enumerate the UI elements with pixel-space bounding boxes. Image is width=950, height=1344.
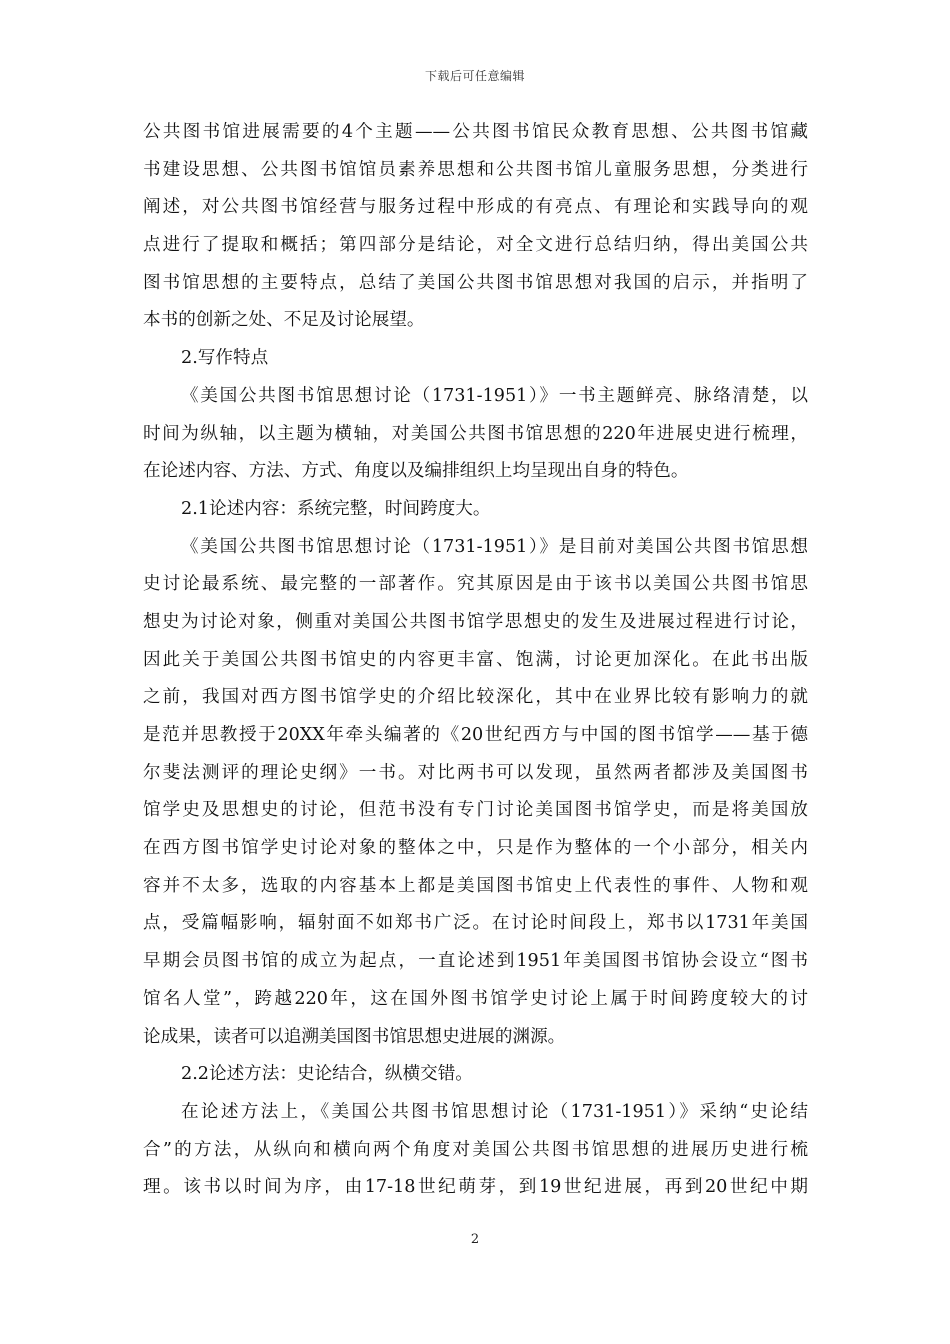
text-line: 点，受篇幅影响，辐射面不如郑书广泛。在讨论时间段上，郑书以1731年美国	[143, 913, 808, 934]
text-line: 因此关于美国公共图书馆史的内容更丰富、饱满，讨论更加深化。在此书出版	[143, 649, 808, 670]
text-line: 尔斐法测评的理论史纲》一书。对比两书可以发现，虽然两者都涉及美国图书	[143, 762, 808, 783]
text-line: 合”的方法，从纵向和横向两个角度对美国公共图书馆思想的进展历史进行梳	[143, 1139, 808, 1160]
text-line: 史讨论最系统、最完整的一部著作。究其原因是由于该书以美国公共图书馆思	[143, 574, 808, 595]
text-line: 《美国公共图书馆思想讨论（1731-1951）》一书主题鲜亮、脉络清楚，以	[181, 385, 808, 406]
text-line: 在论述方法上，《美国公共图书馆思想讨论（1731-1951）》采纳“史论结	[181, 1101, 808, 1122]
text-line: 馆名人堂”，跨越220年，这在国外图书馆学史讨论上属于时间跨度较大的讨	[143, 988, 808, 1009]
text-line: 2.1论述内容：系统完整，时间跨度大。	[181, 498, 491, 519]
page-number: 2	[470, 1232, 480, 1247]
text-line: 阐述，对公共图书馆经营与服务过程中形成的有亮点、有理论和实践导向的观	[143, 197, 808, 218]
text-line: 在论述内容、方法、方式、角度以及编排组织上均呈现出自身的特色。	[143, 461, 689, 482]
text-line: 论成果，读者可以追溯美国图书馆思想史进展的渊源。	[143, 1026, 566, 1047]
text-line: 时间为纵轴，以主题为横轴，对美国公共图书馆思想的220年进展史进行梳理，	[143, 423, 808, 444]
text-line: 之前，我国对西方图书馆学史的介绍比较深化，其中在业界比较有影响力的就	[143, 687, 808, 708]
text-line: 书建设思想、公共图书馆馆员素养思想和公共图书馆儿童服务思想，分类进行	[143, 159, 808, 180]
text-line: 是范并思教授于20XX年牵头编著的《20世纪西方与中国的图书馆学——基于德	[143, 725, 808, 745]
document-body	[143, 114, 808, 1207]
text-line: 想史为讨论对象，侧重对美国公共图书馆学思想史的发生及进展过程进行讨论，	[143, 611, 808, 632]
text-line: 容并不太多，选取的内容基本上都是美国图书馆史上代表性的事件、人物和观	[143, 875, 808, 896]
text-line: 馆学史及思想史的讨论，但范书没有专门讨论美国图书馆学史，而是将美国放	[143, 800, 808, 821]
text-line: 公共图书馆进展需要的4个主题——公共图书馆民众教育思想、公共图书馆藏	[143, 122, 808, 142]
page-header: 下载后可任意编辑	[424, 69, 525, 83]
text-line: 早期会员图书馆的成立为起点，一直论述到1951年美国图书馆协会设立“图书	[143, 951, 808, 972]
text-line: 理。该书以时间为序，由17-18世纪萌芽，到19世纪进展，再到20世纪中期	[143, 1177, 808, 1198]
text-line: 《美国公共图书馆思想讨论（1731-1951）》是目前对美国公共图书馆思想	[181, 536, 808, 557]
text-line: 2.2论述方法：史论结合，纵横交错。	[181, 1064, 473, 1085]
text-line: 图书馆思想的主要特点，总结了美国公共图书馆思想对我国的启示，并指明了	[143, 272, 808, 293]
text-line: 本书的创新之处、不足及讨论展望。	[143, 310, 425, 331]
text-line: 在西方图书馆学史讨论对象的整体之中，只是作为整体的一个小部分，相关内	[143, 838, 808, 859]
text-line: 点进行了提取和概括；第四部分是结论，对全文进行总结归纳，得出美国公共	[143, 235, 808, 256]
text-line: 2.写作特点	[181, 348, 269, 369]
